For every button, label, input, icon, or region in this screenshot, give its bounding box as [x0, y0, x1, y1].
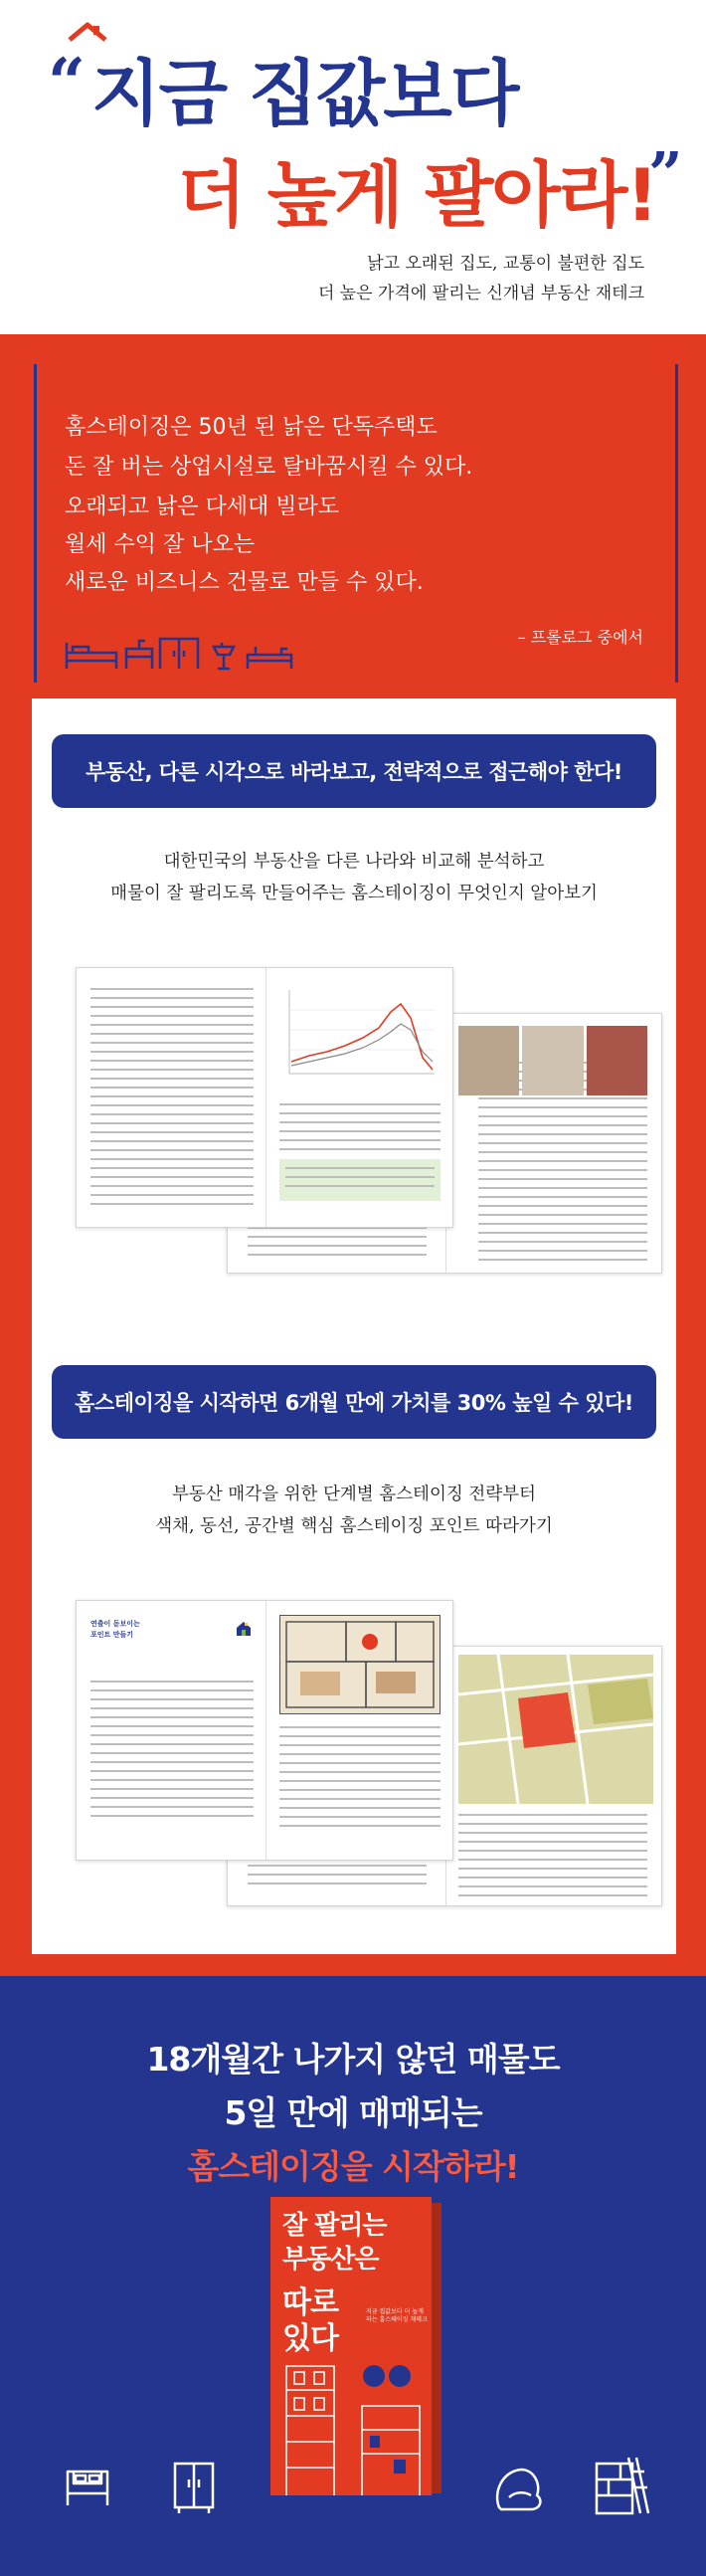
quote-close-mark: ” [648, 140, 683, 210]
line-chart-figure [279, 982, 442, 1086]
section2-banner: 홈스테이징을 시작하면 6개월 만에 가치를 30% 높일 수 있다! [52, 1365, 656, 1439]
wardrobe-icon [171, 2460, 217, 2515]
headline-line-2: 더 높게 팔아라! [177, 153, 657, 237]
red-section [0, 334, 706, 1976]
page-heading-line-1: 연출이 돋보이는 [90, 1620, 140, 1628]
section2-desc-1: 부동산 매각을 위한 단계별 홈스테이징 전략부터 [172, 1485, 536, 1504]
book-spread-front-2 [76, 1600, 453, 1861]
book-front [270, 2197, 432, 2495]
section1-desc-2: 매물이 잘 팔리도록 만들어주는 홈스테이징이 무엇인지 알아보기 [110, 884, 598, 903]
headline-line-1: 지금 집값보다 [91, 52, 518, 135]
book-building-illustration [270, 2346, 432, 2495]
prologue-line: 돈 잘 버는 상업시설로 탈바꿈시킬 수 있다. [65, 455, 473, 480]
book-title-line-2: 부동산은 [282, 2245, 379, 2275]
closing-line-3: 홈스테이징을 시작하라! [187, 2147, 519, 2186]
content-card [32, 698, 676, 1954]
book-title-line-1: 잘 팔리는 [282, 2211, 387, 2241]
house-mini-icon [236, 1621, 252, 1637]
hero-subline-1: 낡고 오래된 집도, 교통이 불편한 집도 [367, 254, 644, 274]
section1-banner: 부동산, 다른 시각으로 바라보고, 전략적으로 접근해야 한다! [52, 734, 656, 808]
closing-line-1: 18개월간 나가지 않던 매물도 [146, 2040, 560, 2079]
book-title-line-3: 따로 [282, 2285, 338, 2320]
book-title-line-4: 있다 [282, 2321, 338, 2356]
section2-desc-2: 색채, 동선, 공간별 핵심 홈스테이징 포인트 따라가기 [155, 1516, 553, 1536]
green-note-box [279, 1159, 441, 1201]
beanbag-icon [491, 2464, 545, 2513]
book-subtitle: 지금 집값보다 더 높게 파는 홈스테이징 재테크 [366, 2308, 428, 2323]
hero-subline-2: 더 높은 가격에 팔리는 신개념 부동산 재테크 [317, 284, 644, 303]
book-spine [432, 2203, 441, 2493]
book-spread-front-1 [76, 967, 453, 1228]
quote-open-mark: “ [48, 44, 86, 121]
page-heading [90, 1619, 140, 1640]
shelf-ladder-icon [593, 2454, 652, 2517]
prologue-line: 홈스테이징은 50년 된 낡은 단독주택도 [65, 415, 438, 440]
section1-desc-1: 대한민국의 부동산을 다른 나라와 비교해 분석하고 [163, 852, 545, 872]
furniture-line-icon [65, 635, 313, 671]
book-cover [270, 2197, 440, 2495]
prologue-source: – 프롤로그 중에서 [517, 628, 643, 647]
prologue-line: 월세 수익 잘 나오는 [65, 532, 255, 557]
interior-photo [458, 1026, 647, 1095]
closing-line-2: 5일 만에 매매되는 [224, 2093, 482, 2132]
page-heading-line-2: 포인트 만들기 [90, 1630, 134, 1639]
hero-section [0, 0, 706, 334]
blue-section [0, 1976, 706, 2576]
site-map-figure [458, 1655, 653, 1804]
bed-icon [62, 2462, 113, 2513]
prologue-line: 새로운 비즈니스 건물로 만들 수 있다. [65, 570, 424, 595]
prologue-frame [34, 364, 678, 683]
prologue-line: 오래되고 낡은 다세대 빌라도 [65, 495, 340, 519]
floor-plan-figure [279, 1615, 441, 1714]
